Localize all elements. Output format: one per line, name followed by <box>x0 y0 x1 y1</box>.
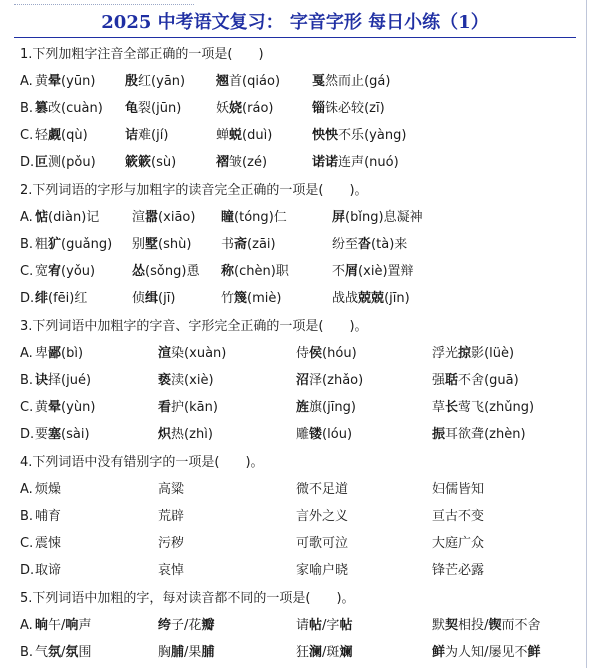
option-item: 卑鄙(bì) <box>35 346 84 361</box>
option-item: 蝉蜕(duì) <box>216 128 273 143</box>
option-item: 微不足道 <box>296 482 349 497</box>
option-item: 看护(kān) <box>158 400 218 415</box>
option-item: 晌午/响声 <box>35 618 92 633</box>
option-item: 诀择(jué) <box>35 373 92 388</box>
option-item: 粗犷(guǎng) <box>35 237 113 252</box>
option-row-q2-a <box>20 205 580 231</box>
option-row-q3-d <box>20 422 580 448</box>
option-row-q1-c <box>20 123 580 149</box>
option-row-q1-b <box>20 96 580 122</box>
option-row-q4-b <box>20 504 580 530</box>
option-item: 荒辟 <box>158 509 185 524</box>
option-item: 胸脯/果脯 <box>158 645 215 660</box>
question-q1: 1.下列加粗字注音全部正确的一项是( ) <box>20 47 264 62</box>
option-item: 默契相投/锲而不舍 <box>432 618 541 633</box>
option-item: 言外之义 <box>296 509 349 524</box>
option-item: 绯(fēi)红 <box>35 291 88 306</box>
option-item: 怏怏不乐(yàng) <box>312 128 407 143</box>
option-letter: D. <box>20 291 35 306</box>
option-item: 侍侯(hóu) <box>296 346 357 361</box>
top-fragment <box>14 0 194 5</box>
page-title: 2025 中考语文复习： 字音字形 每日小练（1） <box>101 12 489 33</box>
option-letter: B. <box>20 237 34 252</box>
option-item: 污秽 <box>158 536 185 551</box>
option-item: 妖娆(ráo) <box>216 101 274 116</box>
option-item: 可歌可泣 <box>296 536 349 551</box>
page-edge-line <box>586 0 587 668</box>
option-row-q1-d <box>20 150 580 176</box>
option-item: 振耳欲聋(zhèn) <box>432 427 526 442</box>
option-row-q4-a <box>20 477 580 503</box>
option-letter: B. <box>20 509 34 524</box>
option-item: 褶皱(zé) <box>216 155 268 170</box>
option-item: 翘首(qiáo) <box>216 74 281 89</box>
option-item: 屏(bǐng)息凝神 <box>332 210 423 225</box>
option-letter: D. <box>20 563 35 578</box>
option-item: 戛然而止(gá) <box>312 74 391 89</box>
question-q2: 2.下列词语的字形与加粗字的读音完全正确的一项是( )。 <box>20 183 368 198</box>
option-letter: B. <box>20 645 34 660</box>
option-item: 书斋(zāi) <box>221 237 276 252</box>
option-item: 震悚 <box>35 536 62 551</box>
option-row-q3-b <box>20 368 580 394</box>
option-item: 瞳(tóng)仁 <box>221 210 287 225</box>
option-item: 取谛 <box>35 563 62 578</box>
option-item: 狂澜/斑斓 <box>296 645 353 660</box>
option-item: 请帖/字帖 <box>296 618 353 633</box>
option-item: 黄晕(yùn) <box>35 400 96 415</box>
option-item: 宽宥(yǒu) <box>35 264 96 279</box>
option-letter: A. <box>20 346 33 361</box>
question-q3: 3.下列词语中加粗字的字音、字形完全正确的一项是( )。 <box>20 319 368 334</box>
option-letter: A. <box>20 482 33 497</box>
option-item: 雕镂(lóu) <box>296 427 353 442</box>
option-item: 簌簌(sù) <box>125 155 177 170</box>
option-item: 渲嚣(xiāo) <box>132 210 196 225</box>
option-item: 要塞(sài) <box>35 427 90 442</box>
option-item: 轻觑(qù) <box>35 128 88 143</box>
question-q5: 5.下列词语中加粗的字，每对读音都不同的一项是( )。 <box>20 591 355 606</box>
option-item: 气氛/氛围 <box>35 645 92 660</box>
option-letter: D. <box>20 155 35 170</box>
option-item: 锱铢必较(zī) <box>312 101 385 116</box>
option-item: 沼泽(zhǎo) <box>296 373 364 388</box>
option-letter: C. <box>20 264 34 279</box>
option-item: 哺育 <box>35 509 62 524</box>
option-item: 篡改(cuàn) <box>35 101 103 116</box>
option-item: 旌旗(jīng) <box>296 400 356 415</box>
option-item: 惦(diàn)记 <box>35 210 100 225</box>
option-item: 绔子/花瓣 <box>158 618 215 633</box>
option-row-q2-b <box>20 232 580 258</box>
option-item: 战战兢兢(jīn) <box>332 291 410 306</box>
option-item: 竹篾(miè) <box>221 291 282 306</box>
option-item: 锋芒必露 <box>432 563 485 578</box>
option-item: 纷至沓(tà)来 <box>332 237 408 252</box>
option-item: 亘古不变 <box>432 509 485 524</box>
option-item: 怂(sǒng)恿 <box>132 264 200 279</box>
option-letter: C. <box>20 536 34 551</box>
option-letter: B. <box>20 373 34 388</box>
option-item: 叵测(pǒu) <box>35 155 96 170</box>
option-letter: D. <box>20 427 35 442</box>
option-letter: C. <box>20 400 34 415</box>
option-row-q2-d <box>20 286 580 312</box>
option-item: 侦缉(jī) <box>132 291 176 306</box>
option-row-q2-c <box>20 259 580 285</box>
option-row-q3-a <box>20 341 580 367</box>
option-row-q4-d <box>20 558 580 584</box>
title-underline <box>14 37 576 38</box>
option-item: 浮光掠影(lüè) <box>432 346 515 361</box>
option-item: 黄晕(yūn) <box>35 74 96 89</box>
option-row-q5-a <box>20 613 580 639</box>
option-row-q3-c <box>20 395 580 421</box>
option-item: 亵渎(xiè) <box>158 373 214 388</box>
option-item: 草长莺飞(zhǔng) <box>432 400 535 415</box>
option-item: 不屑(xiè)置辩 <box>332 264 414 279</box>
option-item: 诘难(jí) <box>125 128 169 143</box>
option-item: 高粱 <box>158 482 185 497</box>
option-item: 诺诺连声(nuó) <box>312 155 399 170</box>
option-item: 鲜为人知/屡见不鲜 <box>432 645 541 660</box>
option-letter: A. <box>20 618 33 633</box>
option-row-q1-a <box>20 69 580 95</box>
option-letter: A. <box>20 74 33 89</box>
option-item: 烦燥 <box>35 482 62 497</box>
option-item: 强聒不舍(guā) <box>432 373 519 388</box>
question-q4: 4.下列词语中没有错别字的一项是( )。 <box>20 455 264 470</box>
option-row-q5-b <box>20 640 580 666</box>
option-item: 大庭广众 <box>432 536 485 551</box>
option-item: 妇儒皆知 <box>432 482 485 497</box>
option-item: 称(chèn)职 <box>221 264 289 279</box>
option-item: 殷红(yān) <box>125 74 186 89</box>
option-row-q4-c <box>20 531 580 557</box>
option-item: 炽热(zhì) <box>158 427 213 442</box>
option-letter: B. <box>20 101 34 116</box>
option-letter: A. <box>20 210 33 225</box>
option-item: 家喻户晓 <box>296 563 349 578</box>
option-item: 渲染(xuàn) <box>158 346 227 361</box>
option-item: 龟裂(jūn) <box>125 101 182 116</box>
option-letter: C. <box>20 128 34 143</box>
option-item: 别墅(shù) <box>132 237 192 252</box>
option-item: 哀悼 <box>158 563 185 578</box>
